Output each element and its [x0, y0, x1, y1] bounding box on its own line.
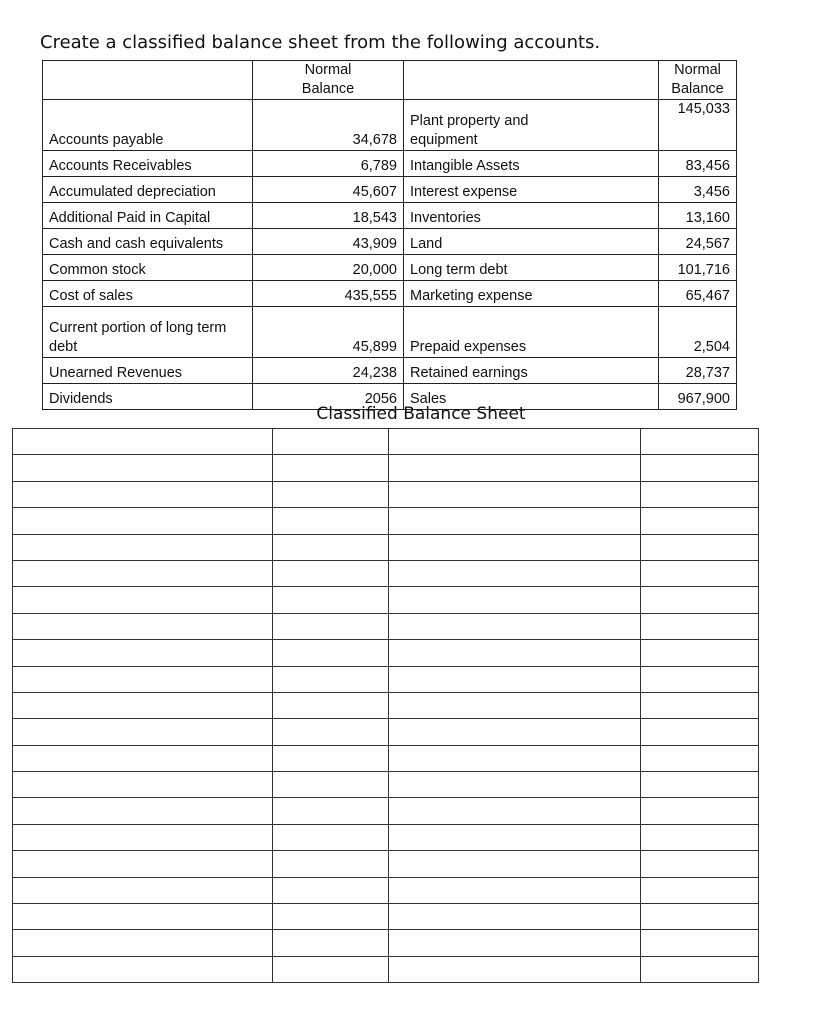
balance-sheet-cell[interactable]	[13, 745, 273, 771]
balance-sheet-cell[interactable]	[13, 587, 273, 613]
balance-sheet-row	[13, 956, 759, 982]
balance-sheet-cell[interactable]	[273, 692, 389, 718]
balance-sheet-cell[interactable]	[641, 745, 759, 771]
balance-sheet-cell[interactable]	[641, 851, 759, 877]
accounts-table	[42, 60, 737, 410]
table-row	[43, 100, 737, 151]
balance-sheet-cell[interactable]	[273, 666, 389, 692]
balance-sheet-cell[interactable]	[641, 429, 759, 455]
balance-sheet-cell[interactable]	[273, 429, 389, 455]
balance-sheet-row	[13, 772, 759, 798]
account-name: Accumulated depreciation	[43, 177, 253, 203]
balance-sheet-cell[interactable]	[13, 613, 273, 639]
balance-sheet-cell[interactable]	[389, 587, 641, 613]
account-balance: 6,789	[253, 151, 404, 177]
account-name: Accounts Receivables	[43, 151, 253, 177]
table-row	[43, 177, 737, 203]
balance-sheet-row	[13, 851, 759, 877]
account-balance: 83,456	[659, 151, 737, 177]
account-name: Unearned Revenues	[43, 358, 253, 384]
table-row	[43, 255, 737, 281]
balance-sheet-cell[interactable]	[389, 613, 641, 639]
balance-sheet-cell[interactable]	[641, 640, 759, 666]
balance-sheet-cell[interactable]	[389, 719, 641, 745]
balance-sheet-cell[interactable]	[389, 851, 641, 877]
balance-sheet-cell[interactable]	[273, 587, 389, 613]
account-balance: 2056	[253, 384, 404, 410]
balance-sheet-cell[interactable]	[13, 798, 273, 824]
account-balance: 45,899	[253, 307, 404, 358]
account-name: Prepaid expenses	[404, 307, 659, 358]
balance-sheet-cell[interactable]	[641, 613, 759, 639]
balance-sheet-cell[interactable]	[641, 798, 759, 824]
balance-sheet-row	[13, 719, 759, 745]
balance-sheet-cell[interactable]	[273, 640, 389, 666]
balance-sheet-table	[12, 428, 759, 983]
normal-balance-header-right: Normal Balance	[659, 61, 737, 100]
balance-sheet-row	[13, 455, 759, 481]
account-balance: 967,900	[659, 384, 737, 410]
balance-sheet-cell[interactable]	[641, 455, 759, 481]
account-balance: 145,033	[659, 100, 737, 151]
balance-sheet-cell[interactable]	[389, 429, 641, 455]
balance-sheet-cell[interactable]	[641, 587, 759, 613]
balance-sheet-cell[interactable]	[273, 508, 389, 534]
balance-sheet-cell[interactable]	[389, 455, 641, 481]
header-blank-cell	[404, 61, 659, 100]
balance-sheet-cell[interactable]	[273, 534, 389, 560]
balance-sheet-cell[interactable]	[273, 719, 389, 745]
account-name: Cost of sales	[43, 281, 253, 307]
account-name: Interest expense	[404, 177, 659, 203]
account-balance: 45,607	[253, 177, 404, 203]
balance-sheet-cell[interactable]	[641, 719, 759, 745]
balance-sheet-cell[interactable]	[13, 930, 273, 956]
account-balance: 43,909	[253, 229, 404, 255]
balance-sheet-cell[interactable]	[389, 692, 641, 718]
balance-sheet-cell[interactable]	[13, 956, 273, 982]
balance-sheet-cell[interactable]	[13, 640, 273, 666]
balance-sheet-row	[13, 534, 759, 560]
balance-sheet-cell[interactable]	[273, 772, 389, 798]
balance-sheet-cell[interactable]	[13, 534, 273, 560]
balance-sheet-cell[interactable]	[13, 772, 273, 798]
account-name: Accounts payable	[43, 100, 253, 151]
balance-sheet-cell[interactable]	[641, 508, 759, 534]
balance-sheet-row	[13, 560, 759, 586]
balance-sheet-cell[interactable]	[273, 481, 389, 507]
balance-sheet-cell[interactable]	[389, 666, 641, 692]
balance-sheet-cell[interactable]	[641, 666, 759, 692]
account-balance: 18,543	[253, 203, 404, 229]
balance-sheet-cell[interactable]	[273, 455, 389, 481]
balance-sheet-cell[interactable]	[13, 904, 273, 930]
account-balance: 24,567	[659, 229, 737, 255]
table-row	[43, 307, 737, 358]
balance-sheet-cell[interactable]	[273, 613, 389, 639]
balance-sheet-row	[13, 666, 759, 692]
balance-sheet-cell[interactable]	[389, 640, 641, 666]
balance-sheet-cell[interactable]	[389, 798, 641, 824]
balance-sheet-cell[interactable]	[273, 560, 389, 586]
account-name: Retained earnings	[404, 358, 659, 384]
balance-sheet-cell[interactable]	[273, 956, 389, 982]
balance-sheet-cell[interactable]	[389, 930, 641, 956]
account-balance: 28,737	[659, 358, 737, 384]
balance-sheet-cell[interactable]	[13, 455, 273, 481]
balance-sheet-row	[13, 692, 759, 718]
account-name: Common stock	[43, 255, 253, 281]
account-balance: 65,467	[659, 281, 737, 307]
account-name: Plant property and equipment	[404, 100, 659, 151]
account-balance: 435,555	[253, 281, 404, 307]
balance-sheet-cell[interactable]	[13, 692, 273, 718]
balance-sheet-cell[interactable]	[13, 508, 273, 534]
balance-sheet-cell[interactable]	[273, 877, 389, 903]
balance-sheet-cell[interactable]	[273, 745, 389, 771]
account-balance: 13,160	[659, 203, 737, 229]
account-name: Long term debt	[404, 255, 659, 281]
balance-sheet-row	[13, 904, 759, 930]
balance-sheet-cell[interactable]	[641, 560, 759, 586]
account-name: Intangible Assets	[404, 151, 659, 177]
balance-sheet-row	[13, 508, 759, 534]
balance-sheet-cell[interactable]	[389, 481, 641, 507]
account-name: Additional Paid in Capital	[43, 203, 253, 229]
account-name: Cash and cash equivalents	[43, 229, 253, 255]
balance-sheet-cell[interactable]	[13, 666, 273, 692]
balance-sheet-cell[interactable]	[13, 851, 273, 877]
balance-sheet-cell[interactable]	[273, 930, 389, 956]
balance-sheet-row	[13, 613, 759, 639]
balance-sheet-cell[interactable]	[13, 429, 273, 455]
balance-sheet-cell[interactable]	[389, 877, 641, 903]
balance-sheet-cell[interactable]	[273, 824, 389, 850]
balance-sheet-cell[interactable]	[641, 956, 759, 982]
balance-sheet-cell[interactable]	[13, 824, 273, 850]
balance-sheet-cell[interactable]	[389, 745, 641, 771]
balance-sheet-row	[13, 640, 759, 666]
account-balance: 24,238	[253, 358, 404, 384]
balance-sheet-cell[interactable]	[389, 508, 641, 534]
balance-sheet-cell[interactable]	[641, 692, 759, 718]
balance-sheet-cell[interactable]	[641, 904, 759, 930]
account-name: Land	[404, 229, 659, 255]
balance-sheet-row	[13, 798, 759, 824]
table-row	[43, 203, 737, 229]
balance-sheet-cell[interactable]	[641, 772, 759, 798]
balance-sheet-cell[interactable]	[389, 534, 641, 560]
balance-sheet-cell[interactable]	[641, 481, 759, 507]
balance-sheet-row	[13, 429, 759, 455]
account-name: Marketing expense	[404, 281, 659, 307]
balance-sheet-cell[interactable]	[641, 930, 759, 956]
normal-balance-header-left: Normal Balance	[253, 61, 404, 100]
account-balance: 2,504	[659, 307, 737, 358]
balance-sheet-cell[interactable]	[389, 824, 641, 850]
balance-sheet-cell[interactable]	[273, 798, 389, 824]
table-row	[43, 229, 737, 255]
balance-sheet-cell[interactable]	[389, 956, 641, 982]
account-balance: 34,678	[253, 100, 404, 151]
balance-sheet-row	[13, 824, 759, 850]
balance-sheet-cell[interactable]	[13, 560, 273, 586]
balance-sheet-row	[13, 930, 759, 956]
account-balance: 3,456	[659, 177, 737, 203]
balance-sheet-title: Classified Balance Sheet	[316, 404, 526, 424]
balance-sheet-cell[interactable]	[389, 904, 641, 930]
table-row	[43, 151, 737, 177]
table-row	[43, 281, 737, 307]
balance-sheet-cell[interactable]	[13, 877, 273, 903]
balance-sheet-row	[13, 877, 759, 903]
balance-sheet-cell[interactable]	[641, 824, 759, 850]
balance-sheet-cell[interactable]	[641, 877, 759, 903]
balance-sheet-cell[interactable]	[273, 904, 389, 930]
table-row	[43, 358, 737, 384]
balance-sheet-cell[interactable]	[389, 772, 641, 798]
balance-sheet-row	[13, 587, 759, 613]
accounts-header-row	[43, 61, 737, 100]
header-blank-cell	[43, 61, 253, 100]
balance-sheet-cell[interactable]	[273, 851, 389, 877]
account-name: Inventories	[404, 203, 659, 229]
account-name: Current portion of long term debt	[43, 307, 253, 358]
account-name: Dividends	[43, 384, 253, 410]
account-name: Sales	[404, 384, 659, 410]
balance-sheet-cell[interactable]	[13, 481, 273, 507]
balance-sheet-cell[interactable]	[13, 719, 273, 745]
balance-sheet-row	[13, 481, 759, 507]
page-title: Create a classified balance sheet from the following accounts.	[40, 32, 601, 53]
balance-sheet-cell[interactable]	[389, 560, 641, 586]
balance-sheet-row	[13, 745, 759, 771]
account-balance: 20,000	[253, 255, 404, 281]
balance-sheet-cell[interactable]	[641, 534, 759, 560]
account-balance: 101,716	[659, 255, 737, 281]
